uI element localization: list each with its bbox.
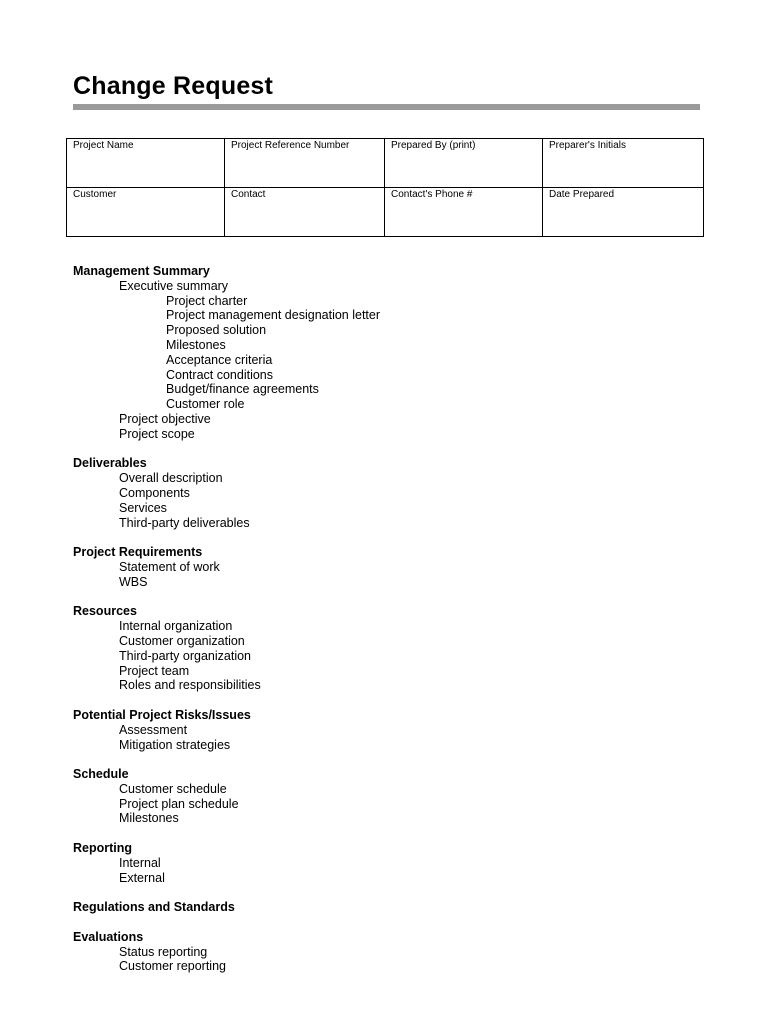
outline-section: [73, 604, 380, 693]
outline-section: [73, 900, 380, 915]
outline-item: Overall description: [119, 471, 223, 486]
outline-item: Acceptance criteria: [166, 352, 273, 367]
outline-item: Internal: [119, 855, 161, 870]
page-title: Change Request: [73, 72, 274, 100]
outline-item: Project management designation letter: [166, 308, 381, 323]
outline-item: Project plan schedule: [119, 796, 239, 811]
section-heading: Deliverables: [73, 456, 147, 471]
outline-item: Customer schedule: [119, 781, 227, 796]
outline-section: [73, 767, 380, 826]
prepared-by-cell[interactable]: Prepared By (print): [385, 139, 543, 188]
outline-item: Internal organization: [119, 619, 233, 634]
header-info-table: [66, 138, 704, 237]
outline-section: [73, 456, 380, 530]
project-reference-number-cell[interactable]: Project Reference Number: [225, 139, 385, 188]
outline-item: Status reporting: [119, 944, 208, 959]
outline-section: [73, 841, 380, 885]
section-heading: Management Summary: [73, 264, 210, 278]
section-heading: Project Requirements: [73, 545, 203, 560]
outline-section: [73, 545, 380, 589]
section-heading: Regulations and Standards: [73, 900, 235, 915]
outline-item: Roles and responsibilities: [119, 678, 261, 693]
outline-item: Project objective: [119, 411, 211, 426]
outline-item: Customer organization: [119, 633, 245, 648]
section-heading: Reporting: [73, 841, 133, 856]
project-name-cell[interactable]: Project Name: [67, 139, 225, 188]
outline-item: WBS: [119, 574, 148, 589]
table-row: [67, 188, 704, 237]
contact-phone-cell[interactable]: Contact's Phone #: [385, 188, 543, 237]
outline-item: Components: [119, 485, 190, 500]
section-heading: Schedule: [73, 767, 129, 782]
outline-section: [73, 264, 380, 442]
outline-item: Customer reporting: [119, 959, 226, 974]
outline-item: Third-party organization: [119, 648, 252, 663]
outline-item: External: [119, 870, 165, 885]
outline-item: Customer role: [166, 397, 245, 412]
outline-item: Milestones: [119, 811, 179, 826]
outline-item: Third-party deliverables: [119, 515, 250, 530]
outline-item: Assessment: [119, 722, 188, 737]
outline-item: Project team: [119, 663, 190, 678]
outline-item: Statement of work: [119, 559, 220, 574]
outline-item: Proposed solution: [166, 323, 267, 338]
preparer-initials-cell[interactable]: Preparer's Initials: [543, 139, 704, 188]
table-row: [67, 139, 704, 188]
outline-item: Contract conditions: [166, 367, 274, 382]
section-heading: Potential Project Risks/Issues: [73, 707, 251, 722]
outline-item: Mitigation strategies: [119, 737, 231, 752]
customer-cell[interactable]: Customer: [67, 188, 225, 237]
contact-cell[interactable]: Contact: [225, 188, 385, 237]
outline-item: Milestones: [166, 337, 226, 352]
section-heading: Resources: [73, 604, 137, 619]
outline-section: [73, 708, 380, 752]
outline-item: Services: [119, 500, 167, 515]
title-divider: [73, 104, 700, 110]
date-prepared-cell[interactable]: Date Prepared: [543, 188, 704, 237]
document-outline: [73, 264, 380, 989]
outline-item: Project charter: [166, 293, 248, 308]
section-heading: Evaluations: [73, 929, 144, 944]
outline-item: Executive summary: [119, 278, 229, 293]
outline-item: Project scope: [119, 426, 195, 441]
outline-section: [73, 930, 380, 974]
outline-item: Budget/finance agreements: [166, 382, 319, 397]
